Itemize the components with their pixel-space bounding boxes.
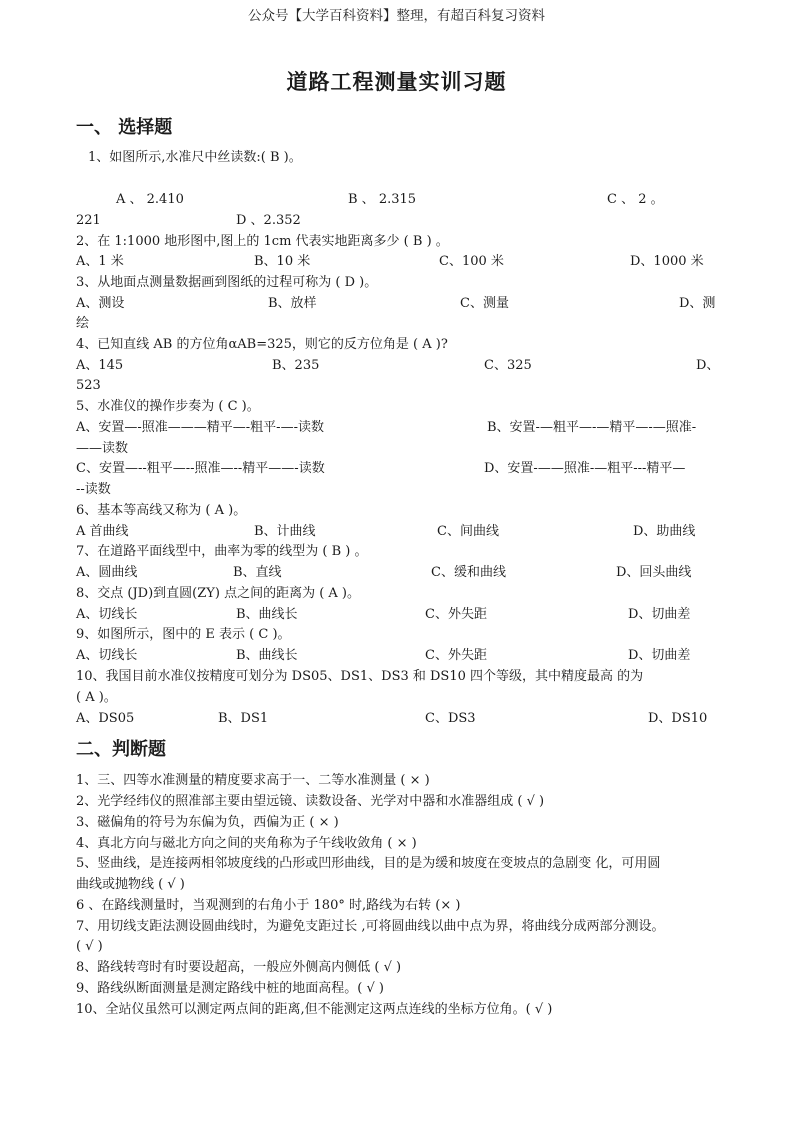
q10-option-c: C、DS3 (425, 711, 476, 726)
q7-option-c: C、缓和曲线 (431, 565, 506, 580)
question-4: 4、已知直线 AB 的方位角αAB=325，则它的反方位角是 ( A )? (76, 337, 448, 352)
q1-option-d: D 、2.352 (236, 213, 301, 228)
question-5: 5、水准仪的操作步奏为 ( C )。 (76, 399, 260, 414)
q8-option-b: B、曲线长 (236, 607, 298, 622)
judgment-item-3: 3、磁偏角的符号为东偏为负，西偏为正 ( × ) (76, 815, 339, 830)
q10-option-d: D、DS10 (648, 711, 708, 726)
q1-option-a: A 、 2.410 (116, 192, 184, 207)
section-heading-choice: 一、 选择题 (76, 117, 173, 138)
judgment-item-2: 2、光学经纬仪的照准部主要由望远镜、读数设备、光学对中器和水准器组成 ( √ ) (76, 794, 545, 809)
judgment-item-8: 8、路线转弯时有时要设超高，一般应外侧高内侧低 ( √ ) (76, 960, 402, 975)
question-9: 9、如图所示，图中的 E 表示 ( C )。 (76, 627, 291, 642)
judgment-item-6: 6 、在路线测量时，当观测到的右角小于 180° 时,路线为右转 (× ) (76, 898, 461, 913)
judgment-item-5: 5、竖曲线，是连接两相邻坡度线的凸形或凹形曲线，目的是为缓和坡度在变坡点的急剧变 化，可用圆 (76, 856, 661, 871)
q6-option-d: D、助曲线 (633, 524, 696, 539)
q6-option-a: A 首曲线 (76, 524, 129, 539)
q7-option-d: D、回头曲线 (616, 565, 692, 580)
question-1: 1、如图所示,水准尺中丝读数:( B )。 (88, 150, 302, 165)
q1-option-b: B 、 2.315 (348, 192, 417, 207)
q5-option-d: D、安置-——照准-—粗平---精平— (484, 461, 686, 476)
q6-option-b: B、计曲线 (254, 524, 316, 539)
q4-option-d: D、 (696, 358, 720, 373)
q9-option-a: A、切线长 (76, 648, 138, 663)
document-title: 道路工程测量实训习题 (286, 70, 507, 94)
q2-option-a: A、1 米 (76, 254, 124, 269)
judgment-item-7-cont: ( √ ) (76, 939, 103, 954)
section-heading-judgment: 二、判断题 (76, 739, 166, 760)
q7-option-a: A、圆曲线 (76, 565, 138, 580)
q3-option-a: A、测设 (76, 296, 125, 311)
q5-option-b: B、安置-—粗平—-—精平—-—照准- (487, 420, 697, 435)
q8-option-c: C、外失距 (425, 607, 487, 622)
q10-option-a: A、DS05 (76, 711, 135, 726)
judgment-item-5-cont: 曲线或抛物线 ( √ ) (76, 877, 185, 892)
q5-option-a: A、安置—-照准———精平—-粗平-—-读数 (76, 420, 324, 435)
question-3: 3、从地面点测量数据画到图纸的过程可称为 ( D )。 (76, 275, 378, 290)
q9-option-b: B、曲线长 (236, 648, 298, 663)
question-7: 7、在道路平面线型中，曲率为零的线型为 ( B ) 。 (76, 544, 368, 559)
q2-option-d: D、1000 米 (630, 254, 704, 269)
judgment-item-9: 9、路线纵断面测量是测定路线中桩的地面高程。( √ ) (76, 981, 384, 996)
q5-option-d-cont: --读数 (76, 482, 111, 497)
q8-option-a: A、切线长 (76, 607, 138, 622)
q4-option-c: C、325 (484, 358, 532, 373)
q5-option-c: C、安置—--粗平—--照准—--精平——-读数 (76, 461, 325, 476)
q4-option-d-cont: 523 (76, 378, 101, 393)
question-6: 6、基本等高线又称为 ( A )。 (76, 503, 247, 518)
judgment-item-7: 7、用切线支距法测设圆曲线时，为避免支距过长 ,可将圆曲线以曲中点为界，将曲线分成两部分测设。 (76, 919, 665, 934)
question-10: 10、我国目前水准仪按精度可划分为 DS05、DS1、DS3 和 DS10 四个等级，其中精度最高 的为 (76, 669, 644, 684)
q7-option-b: B、直线 (233, 565, 282, 580)
header-note: 公众号【大学百科资料】整理，有超百科复习资料 (248, 8, 545, 24)
q6-option-c: C、间曲线 (437, 524, 499, 539)
judgment-item-10: 10、全站仪虽然可以测定两点间的距离,但不能测定这两点连线的坐标方位角。( √ ) (76, 1002, 553, 1017)
q3-option-b: B、放样 (268, 296, 317, 311)
q10-option-b: B、DS1 (218, 711, 269, 726)
q3-option-d-cont: 绘 (76, 316, 90, 331)
judgment-item-1: 1、三、四等水准测量的精度要求高于一、二等水准测量 ( × ) (76, 773, 430, 788)
question-8: 8、交点 (JD)到直圆(ZY) 点之间的距离为 ( A )。 (76, 586, 361, 601)
q1-option-c-cont: 221 (76, 213, 101, 228)
q9-option-c: C、外失距 (425, 648, 487, 663)
question-10-cont: ( A )。 (76, 690, 117, 705)
question-2: 2、在 1:1000 地形图中,图上的 1cm 代表实地距离多少 ( B ) 。 (76, 234, 449, 249)
q4-option-b: B、235 (272, 358, 320, 373)
q1-option-c: C 、 2 。 (607, 192, 664, 207)
q3-option-d: D、测 (679, 296, 716, 311)
q2-option-b: B、10 米 (254, 254, 311, 269)
q3-option-c: C、测量 (460, 296, 509, 311)
judgment-item-4: 4、真北方向与磁北方向之间的夹角称为子午线收敛角 ( × ) (76, 836, 417, 851)
q4-option-a: A、145 (76, 358, 124, 373)
q9-option-d: D、切曲差 (628, 648, 691, 663)
q5-option-b-cont: ——读数 (76, 441, 129, 456)
q2-option-c: C、100 米 (439, 254, 504, 269)
q8-option-d: D、切曲差 (628, 607, 691, 622)
